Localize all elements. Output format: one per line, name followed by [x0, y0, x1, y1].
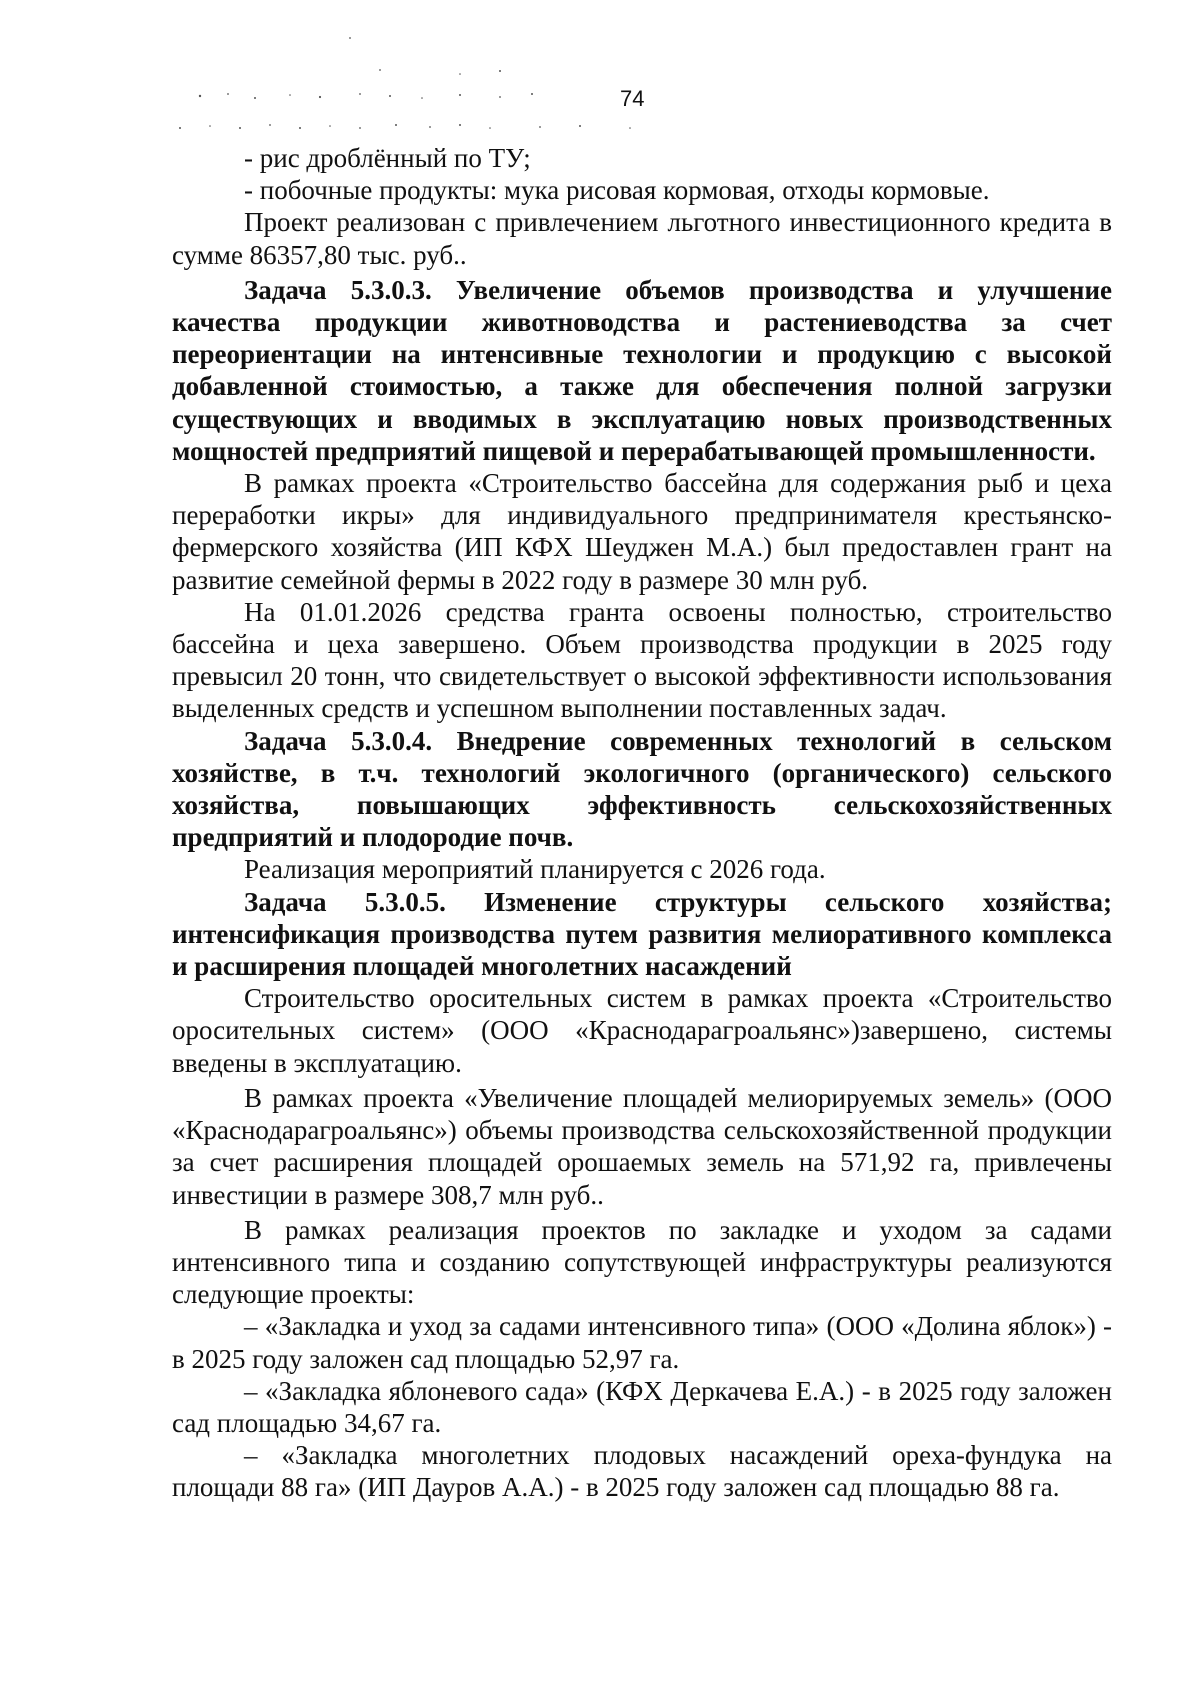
paragraph-grant-status: На 01.01.2026 средства гранта освоены полностью, строительство бассейна и цеха завершено. Объем производства продукции в 2025 году превысил 20 тонн, что свидетельствует о высокой эффективности использования выделенных средств и успешном выполнении поставленных задач. [172, 596, 1112, 724]
paragraph-implementation: Реализация мероприятий планируется с 2026 года. [244, 854, 826, 885]
paragraph-credit: Проект реализован с привлечением льготного инвестиционного кредита в сумме 86357,80 тыс. руб.. [172, 207, 1112, 270]
document-body [172, 142, 1112, 1504]
paragraph-orchards-intro: В рамках реализация проектов по закладке и уходом за садами интенсивного типа и созданию сопутствующей инфраструктуры реализуются следующие проекты: [172, 1214, 1112, 1310]
list-item-rice: - рис дроблённый по ТУ; [244, 143, 531, 173]
paragraph-irrigation: Строительство оросительных систем в рамках проекта «Строительство оросительных систем» (ООО «Краснодарагроальянс»)завершено, системы введены в эксплуатацию. [172, 983, 1112, 1078]
list-item-orchard-3: – «Закладка многолетних плодовых насаждений ореха-фундука на площади 88 га» (ИП Дауров А.А.) - в 2025 году заложен сад площадью 88 га. [172, 1440, 1112, 1503]
list-item-orchard-1: – «Закладка и уход за садами интенсивного типа» (ООО «Долина яблок») - в 2025 году заложен сад площадью 52,97 га. [172, 1311, 1112, 1374]
task-heading-5-3-0-4: Задача 5.3.0.4. Внедрение современных технологий в сельском хозяйстве, в т.ч. технологий экологичного (органического) сельского хозяйства, повышающих эффективность сельскохозяйственных предприятий и плодородие почв. [172, 725, 1112, 853]
paragraph-reclaimed-land: В рамках проекта «Увеличение площадей мелиорируемых земель» (ООО «Краснодарагроальянс») объемы производства сельскохозяйственной продукции за счет расширения площадей орошаемых земель на 571,92 га, привлечены инвестиции в размере 308,7 млн руб.. [172, 1082, 1112, 1210]
list-item-byproducts: - побочные продукты: мука рисовая кормовая, отходы кормовые. [244, 175, 990, 206]
task-heading-5-3-0-3: Задача 5.3.0.3. Увеличение объемов производства и улучшение качества продукции животноводства и растениеводства за счет переориентации на интенсивные технологии и продукцию с высокой добавленной стоимостью, а также для обеспечения полной загрузки существующих и вводимых в эксплуатацию новых производственных мощностей предприятий пищевой и перерабатывающей промышленности. [172, 274, 1112, 466]
scan-noise-marks [160, 24, 720, 144]
task-heading-5-3-0-5: Задача 5.3.0.5. Изменение структуры сельского хозяйства; интенсификация производства путем развития мелиоративного комплекса и расширения площадей многолетних насаждений [172, 886, 1112, 982]
list-item-orchard-2: – «Закладка яблоневого сада» (КФХ Деркачева Е.А.) - в 2025 году заложен сад площадью 34,67 га. [172, 1375, 1112, 1438]
page-number: 74 [620, 86, 645, 111]
paragraph-grant: В рамках проекта «Строительство бассейна для содержания рыб и цеха переработки икры» для индивидуального предпринимателя крестьянско-фермерского хозяйства (ИП КФХ Шеуджен М.А.) был предоставлен грант на развитие семейной фермы в 2022 году в размере 30 млн руб. [172, 468, 1112, 595]
